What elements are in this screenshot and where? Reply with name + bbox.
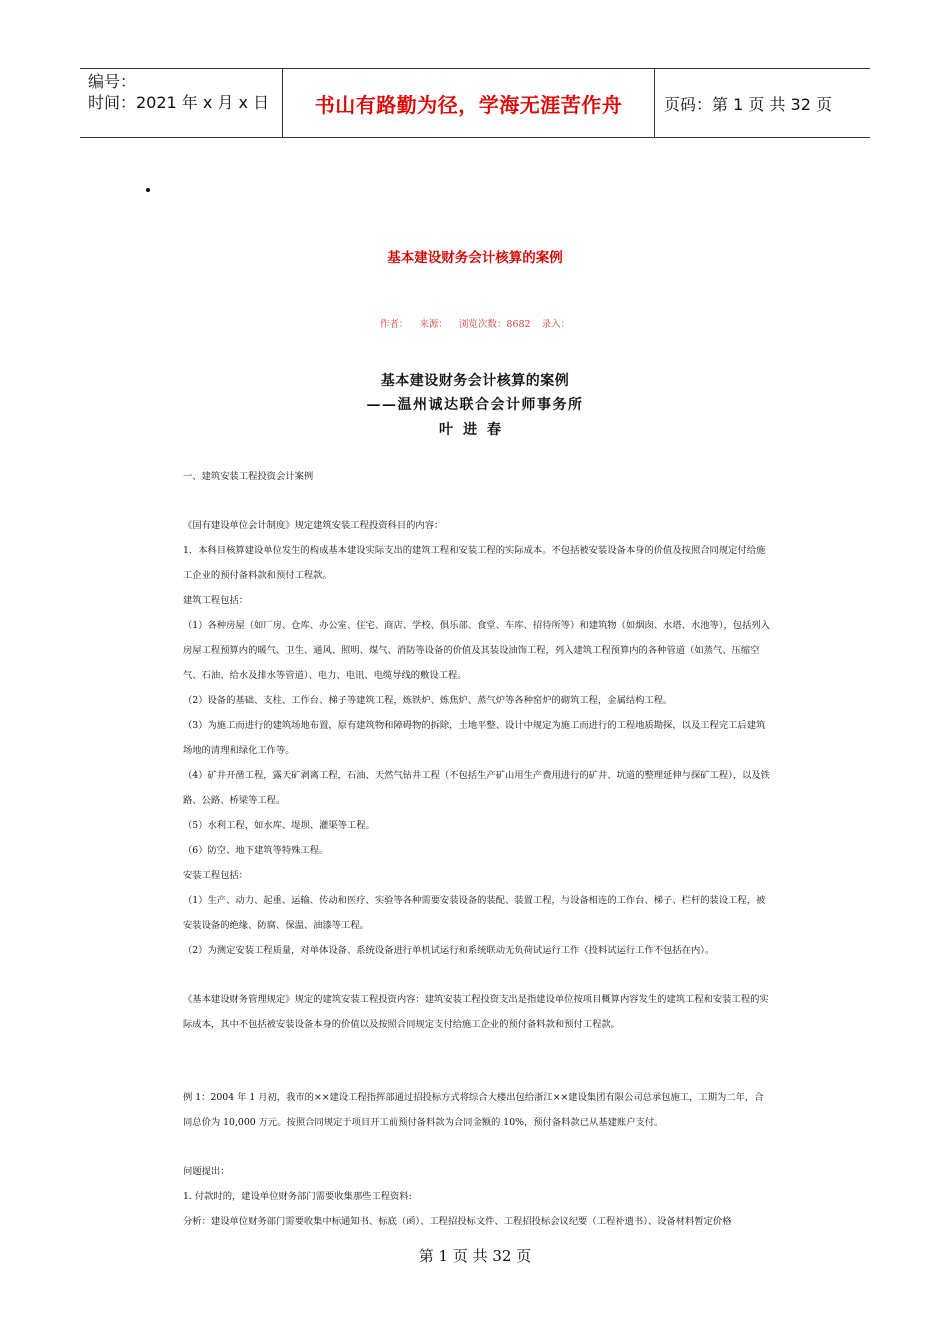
paragraph-spacer [183,1135,771,1159]
paragraph: 《基本建设财务管理规定》规定的建筑安装工程投资内容：建筑安装工程投资支出是指建设单位按项目概算内容发生的建筑工程和安装工程的实际成本，其中不包括被安装设备本身的价值以及按照合同规定支付给施工企业的预付备料款和预付工程款。 [183,994,769,1030]
time-label: 时间：2021 年 x 月 x 日 [88,93,270,112]
meta-author: 作者： [379,319,409,330]
paragraph: 问题提出： [183,1166,230,1177]
meta-entry: 录入： [541,319,571,330]
doc-organization: ——温州诚达联合会计师事务所 [366,397,584,413]
header-motto-cell [282,69,655,137]
doc-author: 叶进春 [439,422,511,438]
header-page-code-cell [655,69,870,137]
paragraph: （1）生产、动力、起重、运输、传动和医疗、实验等各种需要安装设备的装配、装置工程，与设备相连的工作台、梯子、栏杆的装设工程，被安装设备的绝缘、防腐、保温、油漆等工程。 [183,895,766,931]
paragraph-spacer [183,963,771,987]
paragraph: 1. 付款时的，建设单位财务部门需要收集那些工程资料: [183,1191,412,1202]
paragraph: 《国有建设单位会计制度》规定建筑安装工程投资科目的内容： [183,520,444,531]
paragraph: 建筑工程包括： [183,595,249,606]
paragraph: （5）水利工程，如水库、堤坝、灌渠等工程。 [183,820,375,831]
page-footer: 第 1 页 共 32 页 [418,1247,532,1265]
paragraph: 分析：建设单位财务部门需要收集中标通知书、标底（函）、工程招投标文件、工程招投标会议纪要（工程补遗书）、设备材料暂定价格 [183,1216,732,1227]
bullet-dot [146,188,150,192]
number-label: 编号： [88,72,137,91]
paragraph: （2）为测定安装工程质量，对单体设备、系统设备进行单机试运行和系统联动无负荷试运行工作（投料试运行工作不包括在内）。 [183,945,715,956]
document-body [183,464,771,1234]
paragraph: （6）防空、地下建筑等特殊工程。 [183,845,329,856]
paragraph: （4）矿井开凿工程，露天矿剥离工程，石油、天然气钻井工程（不包括生产矿山用生产费用进行的矿井、坑道的整理延伸与探矿工程），以及铁路、公路、桥梁等工程。 [183,770,770,806]
article-meta [0,316,950,330]
page-code: 页码：第 1 页 共 32 页 [664,94,832,114]
meta-source: 来源： [419,319,448,330]
doc-title: 基本建设财务会计核算的案例 [380,373,570,389]
page-header [80,68,870,138]
paragraph: （2）设备的基础、支柱、工作台、梯子等建筑工程，炼铁炉、炼焦炉、蒸气炉等各种窑炉的砌筑工程，金属结构工程。 [183,695,673,706]
paragraph: 一、建筑安装工程投资会计案例 [183,471,314,482]
meta-views: 浏览次数：8682 [458,319,531,330]
red-title: 基本建设财务会计核算的案例 [387,250,563,266]
paragraph: （1）各种房屋（如厂房、仓库、办公室、住宅、商店、学校、俱乐部、食堂、车库、招待所等）和建筑物（如烟囱、水塔、水池等），包括列入房屋工程预算内的暖气、卫生、通风、照明、煤气、消防等设备的价值及其装设油饰工程，列入建筑工程预算内的各种管道（如蒸气、压缩空气、石油、给水及排水等管道）、电力、电讯、电缆导线的敷设工程。 [183,620,770,681]
paragraph: 安装工程包括： [183,870,249,881]
paragraph: 1．本科目核算建设单位发生的构成基本建设实际支出的建筑工程和安装工程的实际成本。不包括被安装设备本身的价值及按照合同规定付给施工企业的预付备料款和预付工程款。 [183,545,766,581]
header-info [80,69,282,137]
paragraph-spacer [183,1061,771,1085]
paragraph-spacer [183,489,771,513]
paragraph: 例 1：2004 年 1 月初，我市的××建设工程指挥部通过招投标方式将综合大楼出包给浙江××建设集团有限公司总承包施工，工期为二年，合同总价为 10,000 万元。按照合同规定于项目开工前预付备料款为合同金额的 10%，预付备料款已从基建账户支付。 [183,1092,764,1128]
paragraph-spacer [183,1037,771,1061]
motto: 书山有路勤为径，学海无涯苦作舟 [314,92,623,117]
paragraph: （3）为施工而进行的建筑场地布置，原有建筑物和障碍物的拆除，土地平整、设计中规定为施工而进行的工程地质勘探，以及工程完工后建筑场地的清理和绿化工作等。 [183,720,766,756]
